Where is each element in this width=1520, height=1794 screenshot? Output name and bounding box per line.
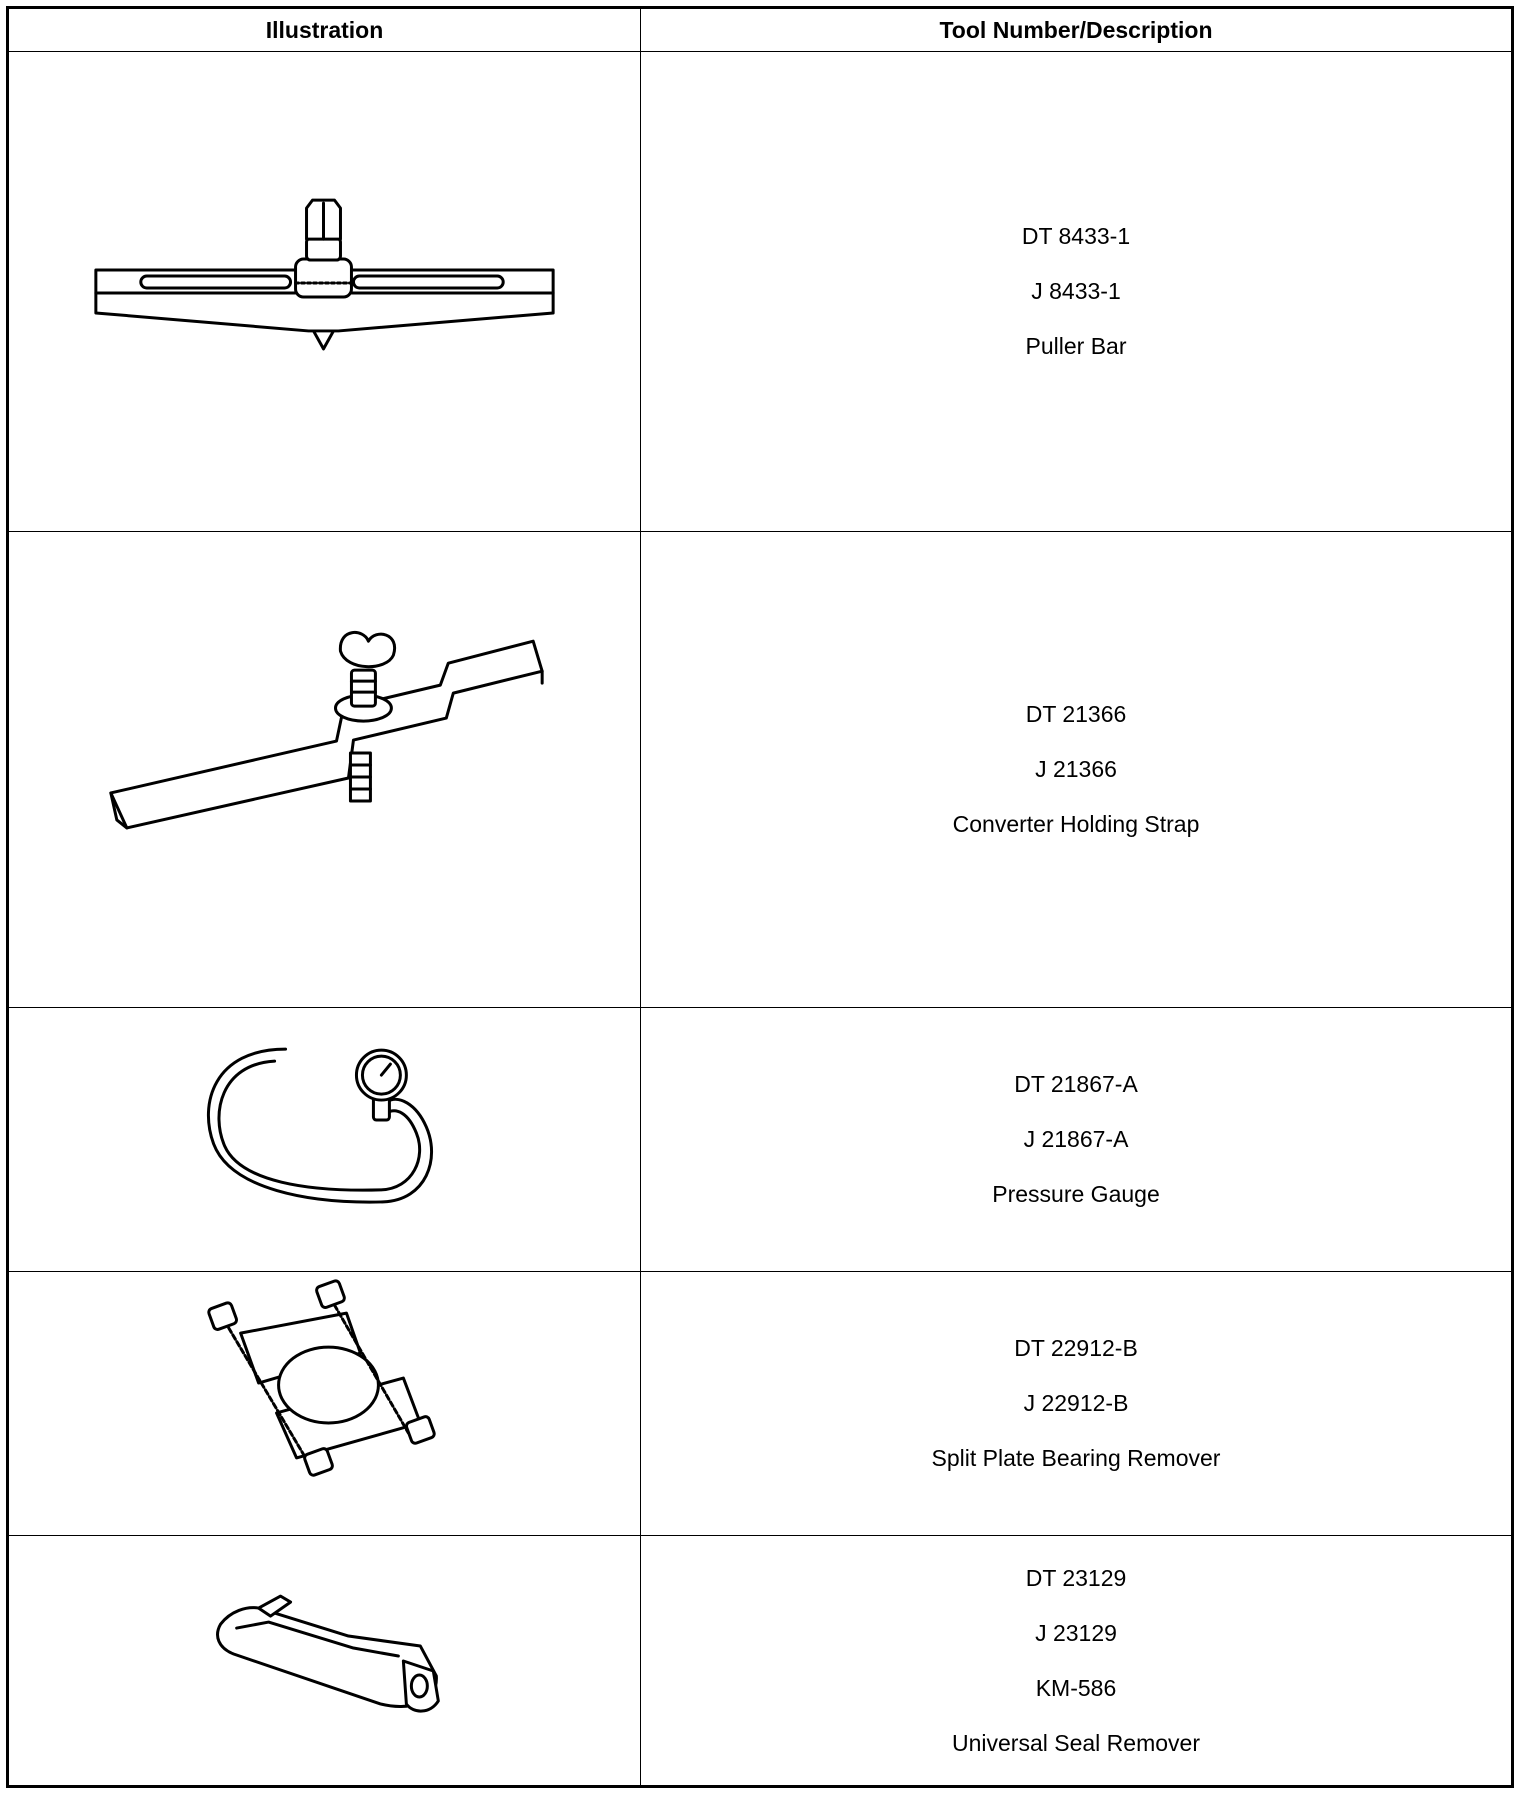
- illustration-cell: [9, 52, 641, 531]
- tool-description: Puller Bar: [1025, 333, 1127, 359]
- header-tool: Tool Number/Description: [939, 16, 1213, 43]
- tool-description-cell: [641, 1272, 1511, 1535]
- tool-description: Split Plate Bearing Remover: [931, 1445, 1221, 1471]
- split-plate-bearing-remover-icon: [9, 1273, 640, 1535]
- header-illustration: Illustration: [9, 9, 641, 51]
- tool-description-cell: [641, 532, 1511, 1007]
- table-header: [9, 9, 1511, 52]
- table-row: [9, 1536, 1511, 1785]
- tool-number-j: J 21366: [1035, 756, 1117, 782]
- tool-number-dt: DT 21867-A: [1014, 1071, 1138, 1097]
- tool-description-cell: [641, 1536, 1511, 1785]
- tool-number-j: J 22912-B: [1023, 1390, 1129, 1416]
- special-tools-table: [6, 6, 1514, 1788]
- universal-seal-remover-icon: [9, 1536, 640, 1785]
- table-row: [9, 1008, 1511, 1272]
- tool-number-j: J 8433-1: [1031, 278, 1121, 304]
- table-row: [9, 532, 1511, 1008]
- table-row: [9, 52, 1511, 532]
- tool-number-dt: DT 8433-1: [1021, 223, 1131, 249]
- illustration-cell: [9, 1272, 641, 1535]
- illustration-cell: [9, 1536, 641, 1785]
- tool-description: Pressure Gauge: [992, 1181, 1160, 1207]
- tool-number-dt: DT 22912-B: [1014, 1335, 1138, 1361]
- tool-number-km: KM-586: [1035, 1674, 1117, 1701]
- tool-description: Converter Holding Strap: [952, 811, 1200, 837]
- tool-number-j: J 23129: [1035, 1619, 1117, 1646]
- pressure-gauge-icon: [9, 1009, 640, 1271]
- illustration-cell: [9, 532, 641, 1007]
- tool-number-dt: DT 21366: [1025, 701, 1127, 727]
- tool-description-cell: [641, 52, 1511, 531]
- tool-number-dt: DT 23129: [1025, 1564, 1127, 1591]
- converter-holding-strap-icon: [9, 533, 640, 1007]
- tool-description-cell: [641, 1008, 1511, 1271]
- tool-description: Universal Seal Remover: [952, 1729, 1200, 1756]
- table-row: [9, 1272, 1511, 1536]
- tool-number-j: J 21867-A: [1023, 1126, 1129, 1152]
- puller-bar-icon: [9, 53, 640, 531]
- illustration-cell: [9, 1008, 641, 1271]
